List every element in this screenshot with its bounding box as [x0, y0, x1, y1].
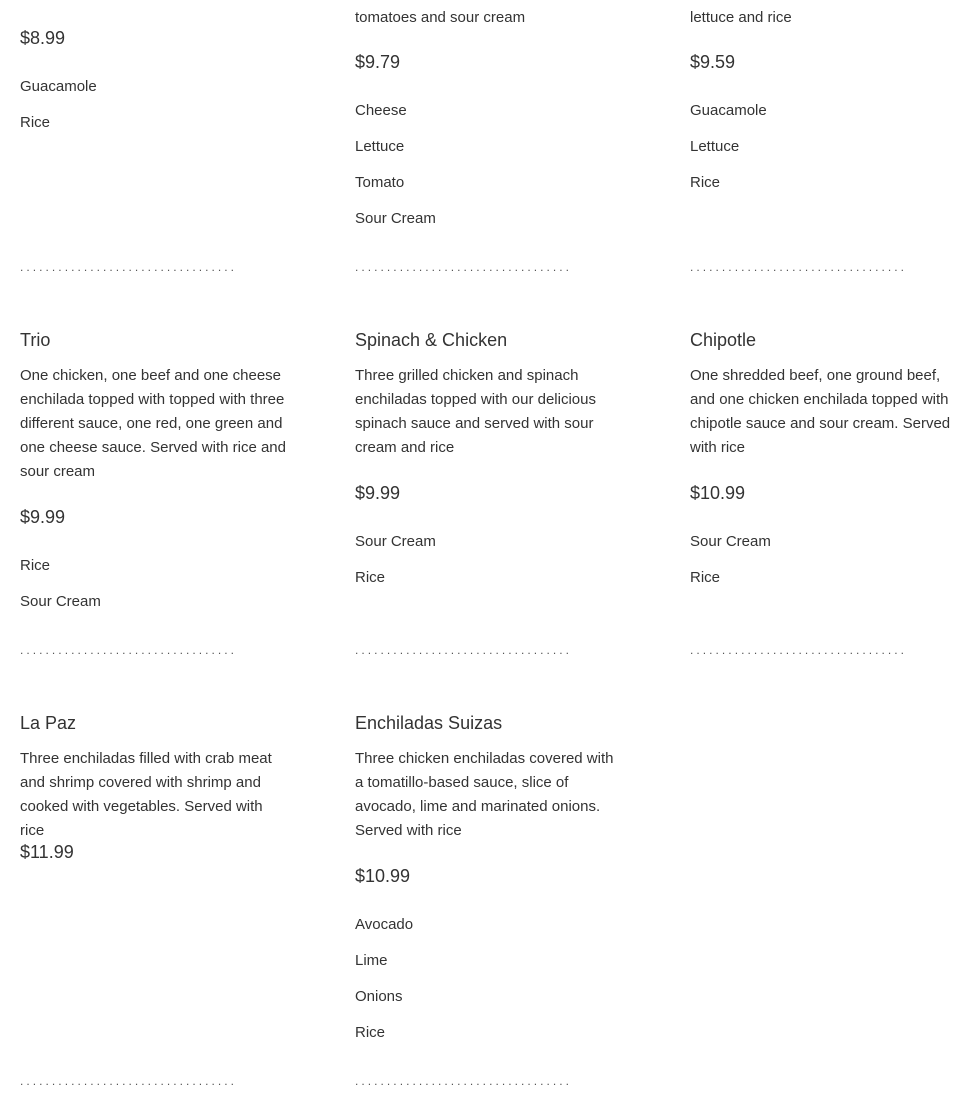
- menu-item-spinach-chicken[interactable]: [355, 329, 625, 629]
- option-sour-cream[interactable]: Sour Cream: [355, 533, 436, 550]
- item-name: Trio: [20, 330, 51, 350]
- item-price: $8.99: [20, 28, 66, 48]
- option-sour-cream[interactable]: Sour Cream: [20, 593, 101, 610]
- item-description: One chicken, one beef and one cheese enchilada topped with topped with three different sauce, one red, one green and one cheese sauce. Served with rice and sour cream: [20, 367, 286, 480]
- option-cheese[interactable]: Cheese: [355, 102, 407, 119]
- item-description: Three enchiladas filled with crab meat and shrimp covered with shrimp and cooked with vegetables. Served with rice: [20, 750, 272, 839]
- item-name: Enchiladas Suizas: [355, 713, 503, 733]
- dotted-divider: ..................................: [20, 260, 238, 274]
- menu-item[interactable]: [355, 0, 625, 240]
- item-description: lettuce and rice: [690, 9, 792, 26]
- dotted-divider: ..................................: [20, 1074, 238, 1088]
- item-price: $10.99: [355, 866, 411, 886]
- menu-item-la-paz[interactable]: [20, 712, 290, 1052]
- option-tomato[interactable]: Tomato: [355, 174, 405, 191]
- dotted-divider: ..................................: [690, 260, 908, 274]
- menu-item[interactable]: [20, 0, 290, 240]
- option-sour-cream[interactable]: Sour Cream: [355, 210, 436, 227]
- option-rice[interactable]: Rice: [20, 557, 51, 574]
- item-price: $9.99: [20, 507, 66, 527]
- option-onions[interactable]: Onions: [355, 988, 403, 1005]
- option-lime[interactable]: Lime: [355, 952, 388, 969]
- menu-item-trio[interactable]: [20, 329, 290, 629]
- option-guacamole[interactable]: Guacamole: [20, 78, 97, 95]
- option-guacamole[interactable]: Guacamole: [690, 102, 767, 119]
- item-price: $9.59: [690, 52, 736, 72]
- option-rice[interactable]: Rice: [355, 569, 386, 586]
- item-description: Three chicken enchiladas covered with a tomatillo-based sauce, slice of avocado, lime and marinated onions. Served with rice: [355, 750, 614, 839]
- option-rice[interactable]: Rice: [690, 174, 721, 191]
- option-lettuce[interactable]: Lettuce: [690, 138, 740, 155]
- dotted-divider: ..................................: [690, 643, 908, 657]
- dotted-divider: ..................................: [355, 1074, 573, 1088]
- menu-item-enchiladas-suizas[interactable]: [355, 712, 625, 1052]
- menu-item[interactable]: [690, 0, 960, 240]
- item-price: $11.99: [20, 842, 74, 862]
- dotted-divider: ..................................: [355, 643, 573, 657]
- option-rice[interactable]: Rice: [690, 569, 721, 586]
- item-price: $9.79: [355, 52, 401, 72]
- item-description: Three grilled chicken and spinach enchiladas topped with our delicious spinach sauce and served with sour cream and rice: [355, 367, 596, 456]
- item-description: tomatoes and sour cream: [355, 9, 526, 26]
- option-avocado[interactable]: Avocado: [355, 916, 414, 933]
- option-rice[interactable]: Rice: [355, 1024, 386, 1041]
- item-price: $10.99: [690, 483, 746, 503]
- item-price: $9.99: [355, 483, 401, 503]
- item-name: Spinach & Chicken: [355, 330, 508, 350]
- option-sour-cream[interactable]: Sour Cream: [690, 533, 771, 550]
- menu-item-chipotle[interactable]: [690, 329, 960, 629]
- item-name: Chipotle: [690, 330, 757, 350]
- dotted-divider: ..................................: [20, 643, 238, 657]
- option-rice[interactable]: Rice: [20, 114, 51, 131]
- item-name: La Paz: [20, 713, 77, 733]
- dotted-divider: ..................................: [355, 260, 573, 274]
- item-description: One shredded beef, one ground beef, and one chicken enchilada topped with chipotle sauce and sour cream. Served with rice: [690, 367, 951, 456]
- option-lettuce[interactable]: Lettuce: [355, 138, 405, 155]
